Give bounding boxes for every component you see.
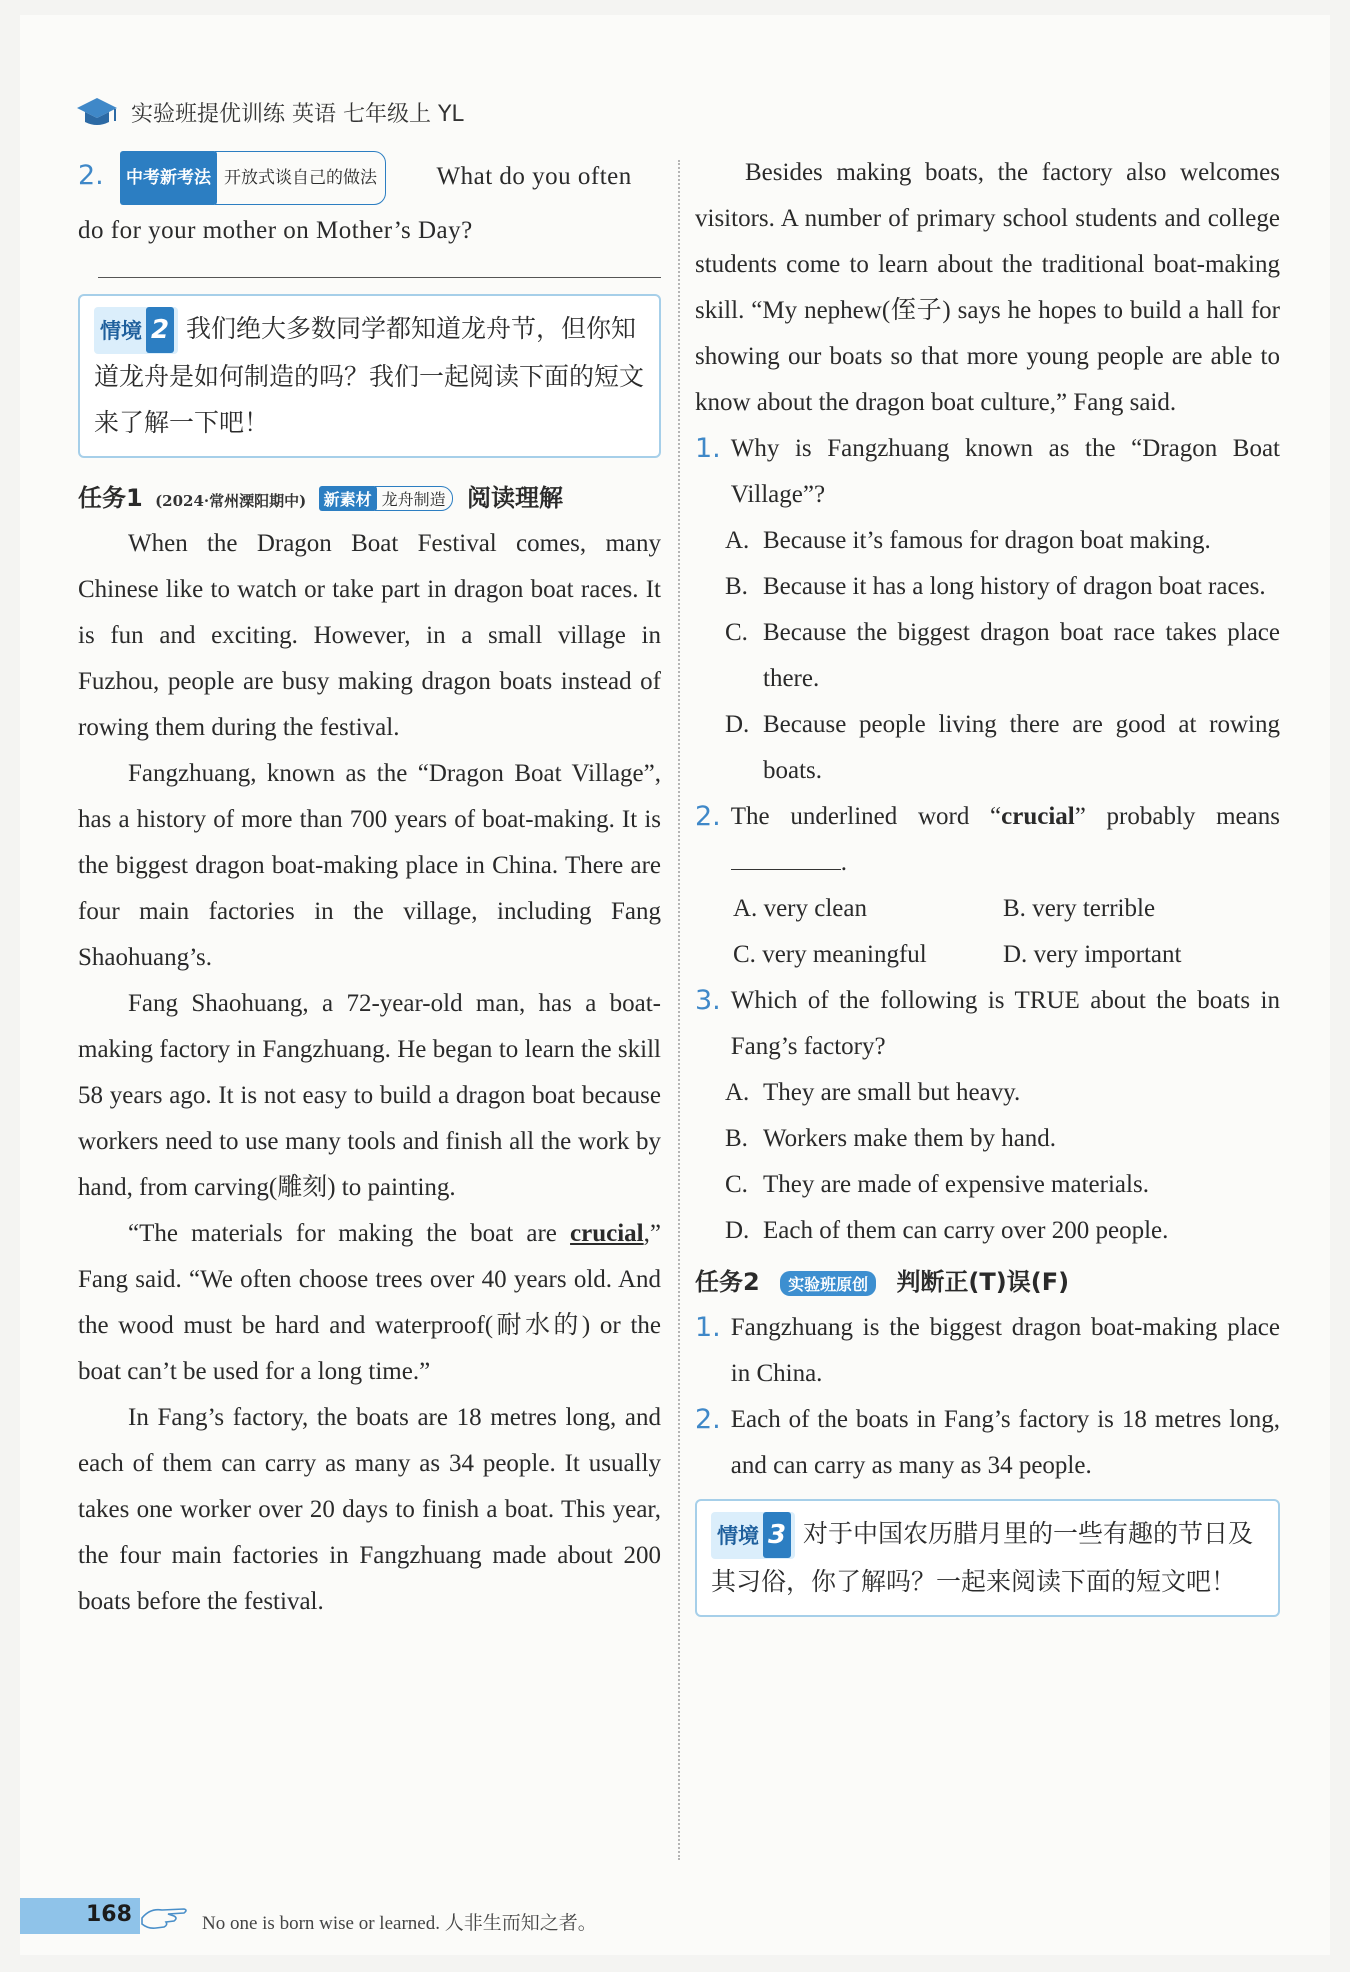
scene-text: 对于中国农历腊月里的一些有趣的节日及其习俗，你了解吗？一起来阅读下面的短文吧！ [711, 1519, 1254, 1596]
option-item[interactable]: D. Because people living there are good at rowing boats. [725, 711, 1280, 784]
option-item[interactable]: C. Because the biggest dragon boat race takes place there. [725, 619, 1280, 692]
left-column [78, 150, 661, 1625]
question-item: 1. Why is Fangzhuang known as the “Dragon Boat Village”? [695, 433, 1280, 508]
option-item[interactable]: B. very terrible [1003, 895, 1156, 922]
book-title: 实验班提优训练 英语 七年级上 YL [131, 101, 464, 127]
underlined-word: crucial [570, 1219, 644, 1247]
scene-tag: 情境 3 [711, 1512, 795, 1559]
original-badge: 实验班原创 [780, 1271, 876, 1296]
footer-motto: No one is born wise or learned. 人非生而知之者。 [202, 1913, 597, 1934]
option-item[interactable]: D. Each of them can carry over 200 people. [725, 1217, 1169, 1244]
task-source: (2024·常州溧阳期中) [155, 491, 307, 510]
answer-line[interactable] [98, 275, 661, 278]
task-2-header [695, 1262, 1280, 1297]
question-item: 2. The underlined word “crucial” probably means . [695, 801, 1280, 876]
question-text: What do you often do for your mother on Mother’s Day? [78, 163, 632, 245]
task-label: 任务1 [78, 483, 143, 512]
right-column [695, 150, 1280, 1617]
material-badge: 新素材 [319, 486, 377, 511]
option-item[interactable]: A. very clean [733, 895, 867, 922]
passage-paragraph: Fang Shaohuang, a 72-year-old man, has a boat-making factory in Fangzhuang. He began to learn the skill 58 years ago. It is not easy to build a dragon boat because workers need to use many tools and finish all the work by hand, from carving(雕刻) to painting. [78, 989, 661, 1201]
passage-paragraph: “The materials for making the boat are crucial,” Fang said. “We often choose trees over 40 years old. And the wood must be hard and waterproof(耐水的) or the boat can’t be used for a long time.” [78, 1219, 661, 1385]
option-item[interactable]: A. They are small but heavy. [725, 1079, 1021, 1106]
option-row [695, 886, 1280, 932]
option-item[interactable]: C. very meaningful [733, 941, 927, 968]
task-1-header [78, 478, 661, 513]
passage-paragraph: Besides making boats, the factory also welcomes visitors. A number of primary school students and college students come to learn about the traditional boat-making skill. “My nephew(侄子) says he hopes to build a hall for showing our boats so that more young people are able to know about the dragon boat culture,” Fang said. [695, 159, 1280, 416]
exam-badge-sub: 开放式谈自己的做法 [215, 151, 386, 205]
page-footer [20, 1898, 620, 1938]
scene-text: 我们绝大多数同学都知道龙舟节，但你知道龙舟是如何制造的吗？我们一起阅读下面的短文来了解一下吧！ [94, 314, 645, 437]
passage-paragraph: In Fang’s factory, the boats are 18 metres long, and each of them can carry as many as 34 people. It usually takes one worker over 20 days to finish a boat. This year, the four main factories in Fangzhuang made about 200 boats before the festival. [78, 1403, 661, 1615]
exam-badge: 中考新考法 [120, 151, 217, 205]
column-divider [678, 160, 680, 1860]
page-header [75, 90, 464, 134]
pointing-hand-icon [140, 1900, 192, 1936]
graduation-hat-icon [75, 94, 119, 130]
material-badge-sub: 龙舟制造 [375, 486, 453, 511]
passage-paragraph: Fangzhuang, known as the “Dragon Boat Village”, has a history of more than 700 years of boat-making. It is the biggest dragon boat-making place in China. There are four main factories in the village, including Fang Shaohuang’s. [78, 759, 661, 971]
question-item: 3. Which of the following is TRUE about the boats in Fang’s factory? [695, 985, 1280, 1060]
scene-box-2 [78, 294, 661, 458]
passage-paragraph: When the Dragon Boat Festival comes, many Chinese like to watch or take part in dragon boat races. It is fun and exciting. However, in a small village in Fuzhou, people are busy making dragon boats instead of rowing them during the festival. [78, 529, 661, 741]
question-number: 2. [78, 160, 104, 191]
scene-tag: 情境 2 [94, 307, 178, 354]
scene-box-3 [695, 1499, 1280, 1617]
answer-blank[interactable] [731, 849, 841, 870]
option-row [695, 932, 1280, 978]
option-item[interactable]: B. Because it has a long history of dragon boat races. [725, 573, 1266, 600]
option-item[interactable]: A. Because it’s famous for dragon boat making. [725, 527, 1211, 554]
option-item[interactable]: C. They are made of expensive materials. [725, 1171, 1149, 1198]
tf-item: 1. Fangzhuang is the biggest dragon boat-making place in China. [695, 1312, 1280, 1387]
option-item[interactable]: B. Workers make them by hand. [725, 1125, 1057, 1152]
task-type: 阅读理解 [466, 483, 563, 512]
task-label: 任务2 [695, 1268, 760, 1296]
task-type: 判断正(T)误(F) [896, 1268, 1070, 1296]
tf-item: 2. Each of the boats in Fang’s factory is 18 metres long, and can carry as many as 34 people. [695, 1404, 1280, 1479]
option-item[interactable]: D. very important [1003, 941, 1182, 968]
page-number: 168 [86, 1902, 132, 1927]
question-2-open [78, 150, 661, 257]
